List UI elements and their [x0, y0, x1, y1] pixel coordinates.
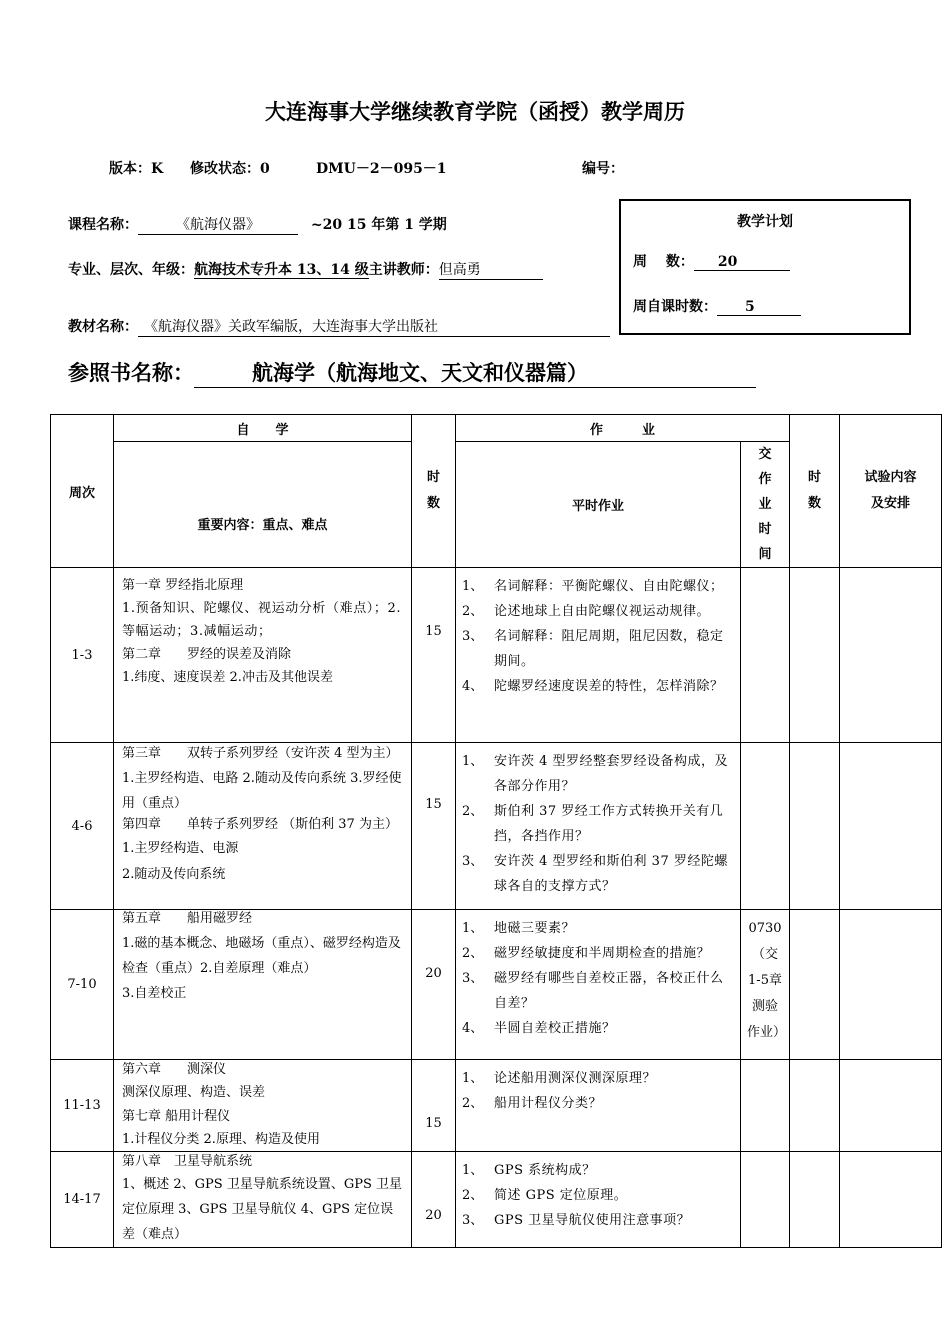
submit-cell: 0730（交1-5章测验作业）: [741, 910, 790, 1060]
week-header: 周次: [51, 415, 114, 568]
homework-item: [462, 1158, 734, 1183]
teacher-name: 但高勇: [439, 259, 543, 280]
homework-text: 斯伯利 37 罗经工作方式转换开关有几挡，各挡作用？: [494, 804, 724, 844]
homework-cell: [456, 1152, 741, 1248]
homework-num: 3、: [462, 854, 484, 869]
homework-text: 论述地球上自由陀螺仪视运动规律。: [494, 604, 711, 619]
regular-homework-header: 平时作业: [456, 442, 741, 568]
textbook-line: [68, 316, 610, 337]
hours-cell: 20: [412, 1152, 456, 1248]
teacher-label: 主讲教师：: [368, 262, 439, 278]
homework-cell: [456, 1060, 741, 1152]
experiment-cell: [840, 1152, 942, 1248]
hours2-cell: [790, 1060, 840, 1152]
homework-text: 磁罗经敏捷度和半周期检查的措施？: [494, 946, 711, 961]
homework-text: GPS 系统构成？: [494, 1163, 596, 1178]
table-row: [51, 1152, 942, 1248]
homework-text: 论述船用测深仪测深原理？: [494, 1071, 657, 1086]
homework-header: 作 业: [456, 415, 790, 442]
homework-cell: [456, 910, 741, 1060]
table-row: [51, 910, 942, 1060]
content-line: 2.随动及传向系统: [122, 867, 226, 882]
homework-cell: [456, 568, 741, 743]
homework-item: [462, 674, 734, 699]
experiment-cell: [840, 743, 942, 910]
submit-cell: [741, 568, 790, 743]
page-title: 大连海事大学继续教育学院（函授）教学周历: [265, 99, 685, 124]
experiment-cell: [840, 568, 942, 743]
homework-num: 3、: [462, 971, 484, 986]
hours-cell: 15: [412, 568, 456, 743]
homework-item: [462, 1066, 734, 1091]
version: 版本：K: [109, 161, 164, 177]
homework-text: 安许茨 4 型罗经整套罗经设备构成，及各部分作用？: [494, 754, 729, 794]
teaching-plan-box: [619, 199, 911, 335]
major-value: 航海技术专升本 13、14 级: [194, 262, 369, 278]
hours2-cell: [790, 743, 840, 910]
homework-num: 1、: [462, 1071, 484, 1086]
homework-num: 2、: [462, 604, 484, 619]
weeks-value: 20: [694, 254, 790, 271]
content-line: 测深仪原理、构造、误差: [122, 1085, 266, 1100]
plan-title: 教学计划: [737, 214, 793, 230]
content-line: 第四章 单转子系列罗经 （斯伯利 37 为主）: [122, 817, 398, 832]
major-label: 专业、层次、年级：: [68, 262, 194, 278]
course-label: 课程名称：: [68, 217, 138, 233]
homework-item: [462, 624, 734, 674]
homework-item: [462, 849, 734, 899]
homework-text: 磁罗经有哪些自差校正器，各校正什么自差？: [494, 971, 724, 1011]
content-line: 第七章 船用计程仪: [122, 1109, 231, 1124]
homework-num: 2、: [462, 804, 484, 819]
course-line: [68, 214, 447, 235]
self-study-header: 自 学: [114, 415, 412, 442]
homework-text: 陀螺罗经速度误差的特性，怎样消除？: [494, 679, 724, 694]
homework-text: 名词解释：平衡陀螺仪、自由陀螺仪；: [494, 579, 724, 594]
homework-item: [462, 916, 734, 941]
reference-value: 航海学（航海地文、天文和仪器篇）: [194, 357, 756, 388]
hours-cell: 15: [412, 743, 456, 910]
content-line: 1.磁的基本概念、地磁场（重点）、磁罗经构造及检查（重点）2.自差原理（难点）: [122, 936, 401, 976]
homework-num: 1、: [462, 579, 484, 594]
hours2-header: 时 数: [790, 415, 840, 568]
homework-item: [462, 1091, 734, 1116]
homework-num: 4、: [462, 679, 484, 694]
hours-label: 周自课时数：: [633, 299, 717, 315]
week-cell: 14-17: [51, 1152, 114, 1248]
table-row: [51, 743, 942, 910]
hours-cell: 20: [412, 910, 456, 1060]
experiment-header: 试验内容 及安排: [840, 415, 942, 568]
homework-item: [462, 574, 734, 599]
key-content-header: 重要内容：重点、难点: [114, 442, 412, 568]
hours2-cell: [790, 1152, 840, 1248]
experiment-cell: [840, 1060, 942, 1152]
experiment-cell: [840, 910, 942, 1060]
submit-time-header: 交作业时间: [741, 442, 790, 568]
homework-text: 简述 GPS 定位原理。: [494, 1188, 628, 1203]
homework-text: 半圆自差校正措施？: [494, 1021, 616, 1036]
submit-cell: [741, 1060, 790, 1152]
content-line: 第一章 罗经指北原理: [122, 578, 244, 593]
homework-item: [462, 1208, 734, 1233]
content-cell: [114, 1060, 412, 1152]
hours2-cell: [790, 910, 840, 1060]
number-label: 编号：: [582, 161, 624, 177]
homework-text: 安许茨 4 型罗经和斯伯利 37 罗经陀螺球各自的支撑方式？: [494, 854, 728, 894]
reference-label: 参照书名称：: [68, 360, 194, 385]
content-line: 1.计程仪分类 2.原理、构造及使用: [122, 1132, 320, 1147]
homework-num: 2、: [462, 946, 484, 961]
course-name: 《航海仪器》: [138, 214, 298, 235]
content-line: 第三章 双转子系列罗经（安许茨 4 型为主）: [122, 746, 399, 761]
homework-cell: [456, 743, 741, 910]
homework-text: 名词解释：阻尼周期，阻尼因数，稳定期间。: [494, 629, 724, 669]
content-line: 1.主罗经构造、电源: [122, 841, 239, 856]
submit-cell: [741, 1152, 790, 1248]
content-line: 第二章 罗经的误差及消除: [122, 647, 292, 662]
plan-hours: [633, 296, 801, 316]
content-line: 3.自差校正: [122, 986, 187, 1001]
content-line: 第八章 卫星导航系统: [122, 1154, 253, 1169]
table-row: [51, 1060, 942, 1152]
homework-num: 4、: [462, 1021, 484, 1036]
weeks-label: 周 数：: [633, 254, 694, 270]
homework-num: 1、: [462, 754, 484, 769]
homework-text: 地磁三要素？: [494, 921, 576, 936]
homework-num: 2、: [462, 1188, 484, 1203]
homework-item: [462, 966, 734, 1016]
textbook-label: 教材名称：: [68, 319, 138, 335]
homework-num: 1、: [462, 1163, 484, 1178]
homework-num: 3、: [462, 629, 484, 644]
homework-num: 3、: [462, 1213, 484, 1228]
content-cell: [114, 910, 412, 1060]
hours-header: 时 数: [412, 415, 456, 568]
week-cell: 4-6: [51, 743, 114, 910]
content-line: 1、概述 2、GPS 卫星导航系统设置、GPS 卫星定位原理 3、GPS 卫星导航仪 4、GPS 定位误差（难点）: [122, 1177, 403, 1242]
hours2-cell: [790, 568, 840, 743]
content-cell: [114, 1152, 412, 1248]
textbook-value: 《航海仪器》关政军编版，大连海事大学出版社: [138, 316, 610, 337]
content-line: 1.纬度、速度误差 2.冲击及其他误差: [122, 670, 333, 685]
homework-item: [462, 599, 734, 624]
reference-line: [68, 357, 756, 388]
hours-cell: 15: [412, 1060, 456, 1152]
major-line: [68, 259, 543, 280]
hours-value: 5: [717, 299, 801, 316]
week-cell: 7-10: [51, 910, 114, 1060]
homework-text: 船用计程仪分类？: [494, 1096, 603, 1111]
teaching-calendar-table: [50, 414, 942, 1248]
content-line: 第五章 船用磁罗经: [122, 911, 253, 926]
content-line: 1.预备知识、陀螺仪、视运动分析（难点）；2.等幅运动；3.减幅运动；: [122, 601, 402, 639]
table-row: [51, 568, 942, 743]
week-cell: 11-13: [51, 1060, 114, 1152]
homework-item: [462, 1016, 734, 1041]
homework-num: 1、: [462, 921, 484, 936]
homework-num: 2、: [462, 1096, 484, 1111]
homework-item: [462, 941, 734, 966]
revision-status: 修改状态：0: [190, 161, 270, 177]
plan-weeks: [633, 251, 790, 271]
submit-cell: [741, 743, 790, 910]
homework-item: [462, 799, 734, 849]
course-term: ~20 15 年第 1 学期: [310, 217, 447, 233]
content-line: 1.主罗经构造、电路 2.随动及传向系统 3.罗经使用（重点）: [122, 771, 402, 811]
document-code: DMU－2－095－1: [316, 161, 447, 177]
week-cell: 1-3: [51, 568, 114, 743]
content-cell: [114, 568, 412, 743]
content-line: 第六章 测深仪: [122, 1062, 227, 1077]
homework-item: [462, 1183, 734, 1208]
content-cell: [114, 743, 412, 910]
homework-item: [462, 749, 734, 799]
homework-text: GPS 卫星导航仪使用注意事项？: [494, 1213, 691, 1228]
